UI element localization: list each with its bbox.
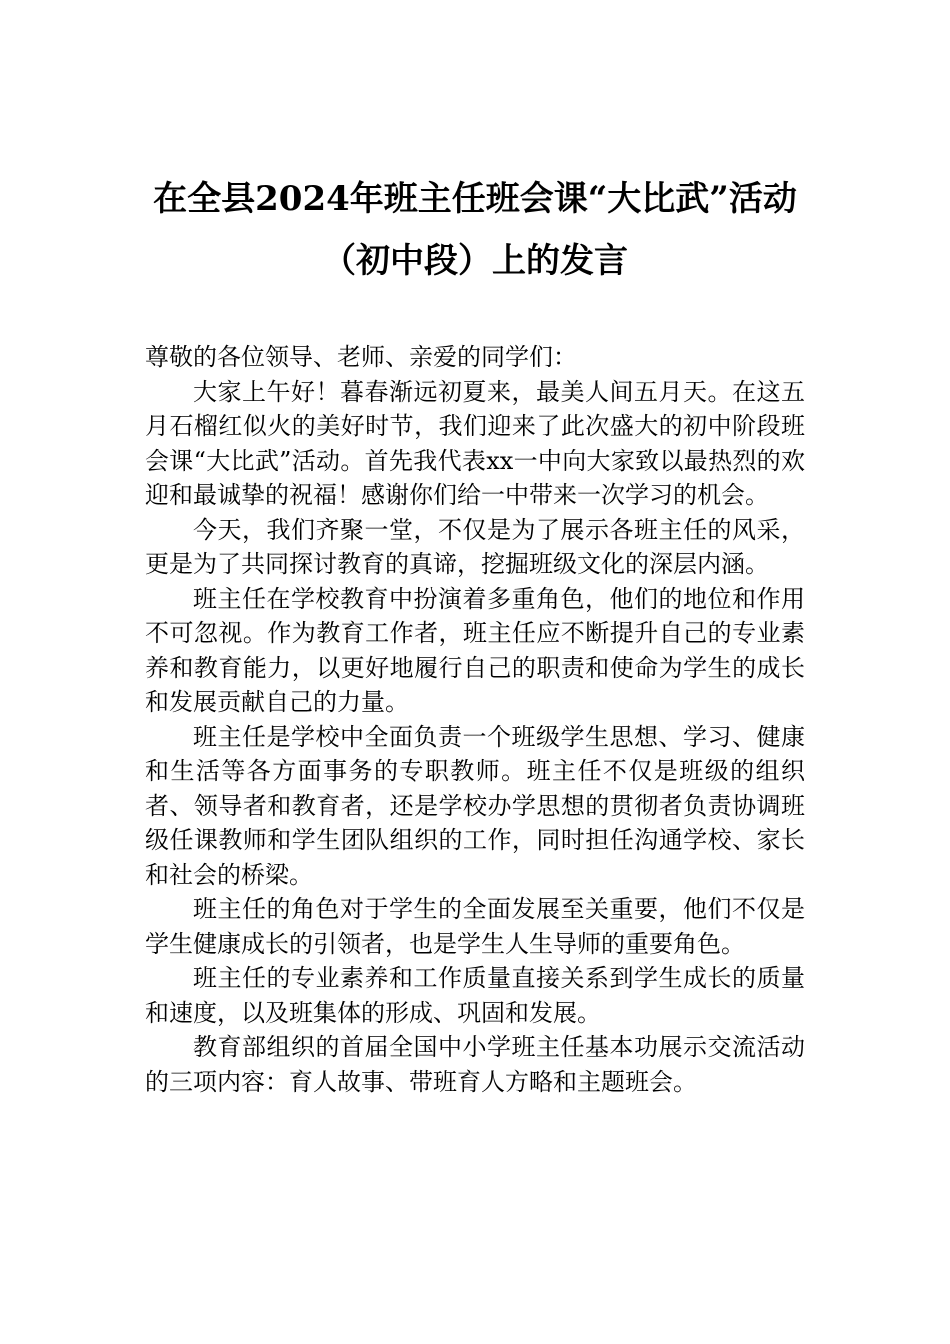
paragraph: 班主任是学校中全面负责一个班级学生思想、学习、健康和生活等各方面事务的专职教师。班主任不仅是班级的组织者、领导者和教育者，还是学校办学思想的贯彻者负责协调班级任课教师和学生团队组织的工作，同时担任沟通学校、家长和社会的桥梁。: [145, 722, 805, 889]
document-title: 在全县2024年班主任班会课“大比武”活动（初中段）上的发言: [153, 179, 797, 281]
paragraph: 班主任在学校教育中扮演着多重角色，他们的地位和作用不可忽视。作为教育工作者，班主任应不断提升自己的专业素养和教育能力，以更好地履行自己的职责和使命为学生的成长和发展贡献自己的力量。: [145, 584, 805, 716]
salutation: 尊敬的各位领导、老师、亲爱的同学们：: [145, 343, 577, 371]
paragraph: 班主任的角色对于学生的全面发展至关重要，他们不仅是学生健康成长的引领者，也是学生人生导师的重要角色。: [145, 895, 805, 958]
paragraph: 教育部组织的首届全国中小学班主任基本功展示交流活动的三项内容：育人故事、带班育人方略和主题班会。: [145, 1033, 805, 1096]
document-body: [145, 340, 805, 1099]
paragraph: 班主任的专业素养和工作质量直接关系到学生成长的质量和速度，以及班集体的形成、巩固和发展。: [145, 964, 805, 1027]
paragraph: 大家上午好！暮春渐远初夏来，最美人间五月天。在这五月石榴红似火的美好时节，我们迎来了此次盛大的初中阶段班会课“大比武”活动。首先我代表xx一中向大家致以最热烈的欢迎和最诚挚的祝福！感谢你们给一中带来一次学习的机会。: [145, 377, 805, 509]
paragraph: 今天，我们齐聚一堂，不仅是为了展示各班主任的风采，更是为了共同探讨教育的真谛，挖掘班级文化的深层内涵。: [145, 515, 805, 578]
